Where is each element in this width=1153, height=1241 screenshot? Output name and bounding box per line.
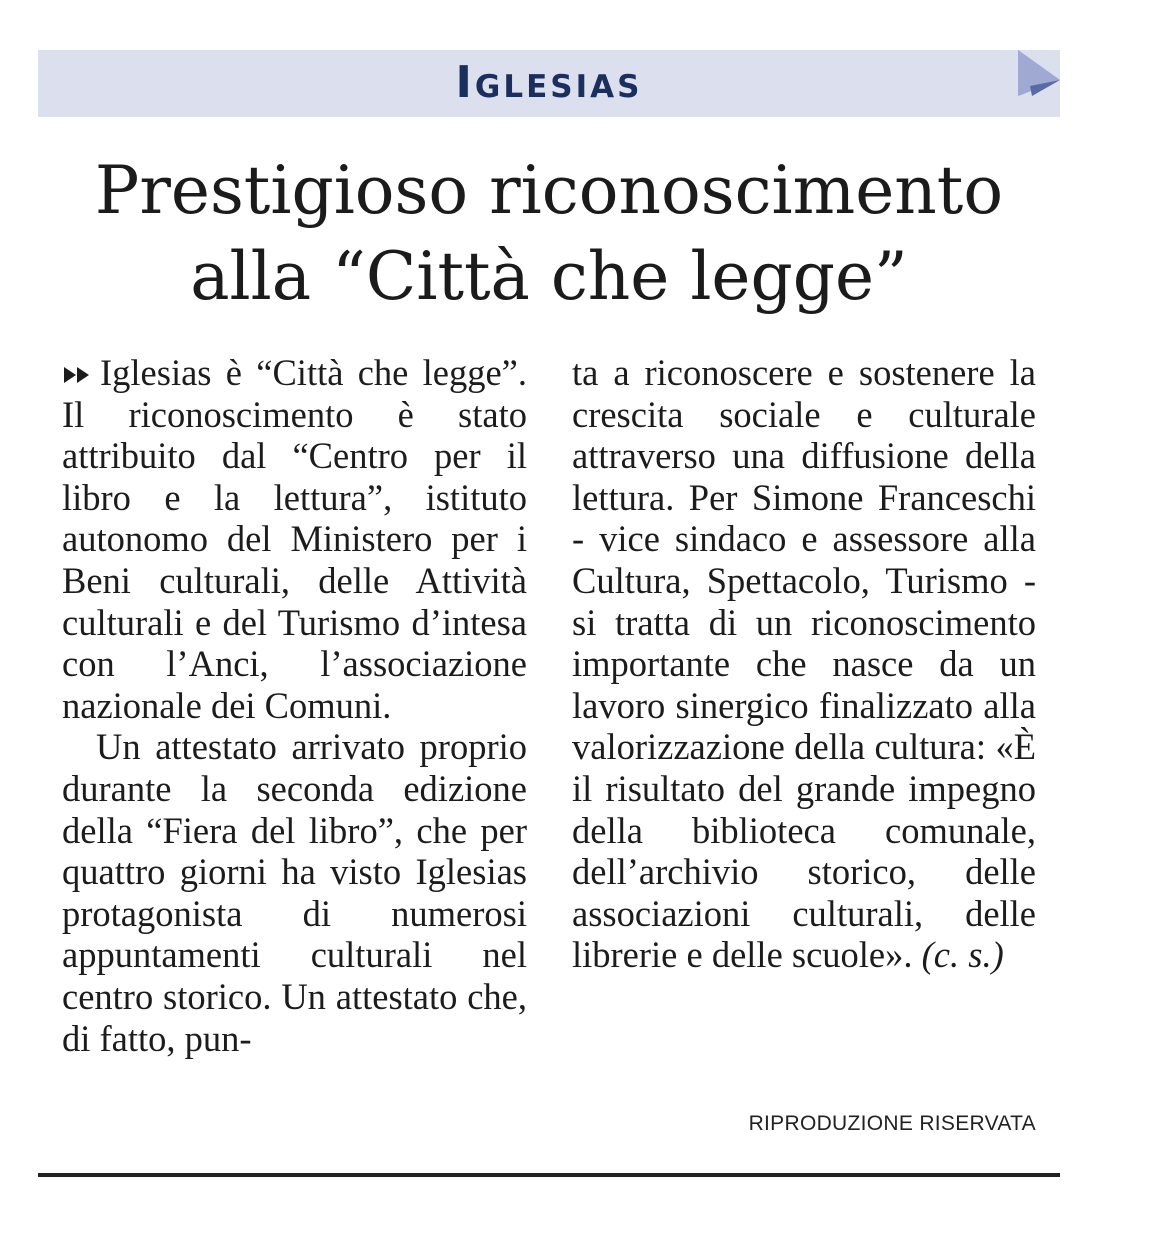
article-paragraph-2-part-2 bbox=[572, 352, 1036, 976]
page-corner-icon bbox=[1018, 50, 1060, 96]
article-signature: (c. s.) bbox=[921, 934, 1004, 976]
article-paragraph-1 bbox=[62, 352, 527, 726]
article-paragraph-2-text-part-1: Un attestato arrivato proprio durante la seconda edizione della “Fiera del libro”, che per quattro giorni ha visto Iglesias protagonista di numerosi appuntamenti culturali nel centro storico. Un attestato che, di fatto, pun- bbox=[62, 726, 527, 1059]
article-column-right bbox=[572, 352, 1036, 976]
article-column-left bbox=[62, 352, 527, 1059]
article-paragraph-2-text-part-2: ta a riconoscere e sostenere la crescita sociale e culturale attraverso una diffusione della lettura. Per Simone Franceschi - vice sindaco e assessore alla Cultura, Spettacolo, Turismo - si tratta di un riconoscimento importante che nasce da un lavoro sinergico finalizzato alla valorizzazione della cultura: «È il risultato del grande impegno della biblioteca comunale, dell’archivio storico, delle associazioni culturali, delle librerie e delle scuole». bbox=[572, 352, 1036, 976]
article-paragraph-2-part-1 bbox=[62, 726, 527, 1059]
bottom-divider bbox=[38, 1173, 1060, 1177]
headline bbox=[38, 148, 1060, 320]
headline-line-2: alla “Città che legge” bbox=[190, 238, 908, 315]
copyright-notice: RIPRODUZIONE RISERVATA bbox=[748, 1112, 1036, 1135]
double-arrow-icon bbox=[62, 364, 94, 386]
section-label: Iglesias bbox=[455, 57, 643, 108]
article-paragraph-1-text: Iglesias è “Città che legge”. Il riconoscimento è stato attribuito dal “Centro per il libro e la lettura”, istituto autonomo del Ministero per i Beni culturali, delle Attività culturali e del Turismo d’intesa con l’Anci, l’associazione nazionale dei Comuni. bbox=[62, 352, 527, 726]
section-band bbox=[38, 50, 1060, 117]
headline-line-1: Prestigioso riconoscimento bbox=[94, 152, 1004, 229]
